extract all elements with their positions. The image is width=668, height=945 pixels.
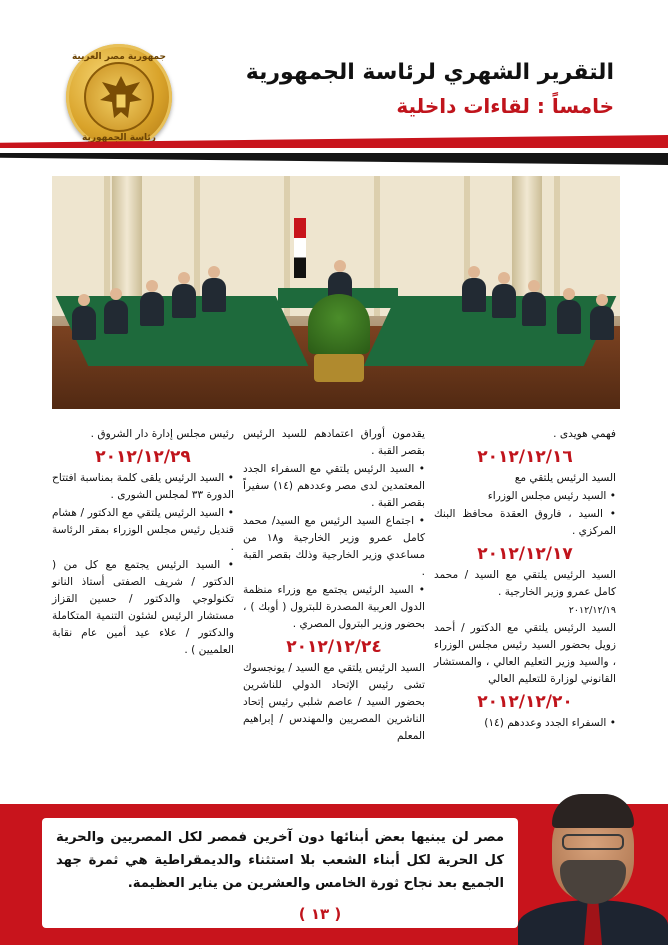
photo-person — [202, 278, 226, 312]
paragraph: السيد الرئيس يلتقي مع السيد / يونجسوك تشى رئيس الإتحاد الدولي للناشرين بحضور السيد / عاصم شلبي رئيس إتحاد الناشرين المصريين والمهندس / إبراهيم المعلم — [243, 662, 425, 742]
paragraph: • السيد الرئيس يلقى كلمة بمناسبة افتتاح الدورة ٣٣ لمجلس الشورى . — [52, 472, 234, 501]
photo-person — [522, 292, 546, 326]
egypt-flag-icon — [294, 218, 306, 278]
seal-text-top: جمهورية مصر العربية — [71, 52, 167, 62]
small-date: ٢٠١٢/١٢/١٩ — [568, 605, 616, 616]
date-heading: ٢٠١٢/١٢/٢٠ — [477, 692, 573, 712]
eagle-emblem-icon — [84, 62, 154, 132]
photo-person — [590, 306, 614, 340]
paragraph: السيد الرئيس يلتقي مع السيد / محمد كامل عمرو وزير الخارجية . — [434, 569, 616, 598]
portrait-beard — [560, 860, 626, 904]
photo-person — [140, 292, 164, 326]
photo-person — [557, 300, 581, 334]
portrait-hair — [552, 794, 634, 828]
paragraph: رئيس مجلس إدارة دار الشروق . — [90, 428, 234, 440]
portrait-glasses — [562, 834, 624, 850]
seal-text-bottom: رئاسة الجمهورية — [82, 133, 156, 143]
paragraph: السيد الرئيس يلتقي مع الدكتور / أحمد زويل بحضور السيد رئيس مجلس الوزراء ، والسيد وزير التعليم العالي ، والمستشار القانوني لوزارة للتعليم العالي — [434, 622, 616, 685]
photo-person — [72, 306, 96, 340]
presidency-seal — [66, 44, 172, 150]
text-column-left — [52, 426, 234, 660]
president-portrait — [518, 790, 668, 945]
date-heading: ٢٠١٢/١٢/١٦ — [477, 447, 573, 467]
paragraph: • السيد رئيس مجلس الوزراء — [487, 490, 616, 502]
paragraph: فهمي هويدى . — [553, 428, 616, 440]
quote-text: مصر لن يبنيها بعض أبنائها دون آخرين فمصر لكل المصريين والحرية كل الحرية لكل أبناء الشعب بلا استثناء والديمقراطية هي ثمرة جهد الجميع بعد نجاح ثورة الخامس والعشرين من يناير العظيمة. — [56, 830, 504, 891]
paragraph: • السيد الرئيس يلتقي مع الدكتور / هشام قنديل رئيس مجلس الوزراء بمقر الرئاسة . — [52, 507, 234, 553]
photo-person — [104, 300, 128, 334]
paragraph: • السيد الرئيس يلتقي مع السفراء الجدد المعتمدين لدى مصر وعددهم (١٤) سفيراً بقصر القبة . — [243, 463, 425, 509]
paragraph: • السيد ، فاروق العقدة محافظ البنك المركزي . — [434, 508, 616, 537]
date-heading: ٢٠١٢/١٢/١٧ — [477, 544, 573, 564]
paragraph: • السفراء الجدد وعددهم (١٤) — [484, 717, 616, 729]
paragraph: • السيد الرئيس يجتمع مع وزراء منظمة الدول العربية المصدرة للبترول ( أوبك ) ، بحضور وزير البترول المصري . — [243, 584, 425, 630]
photo-person — [462, 278, 486, 312]
photo-pot — [314, 354, 364, 382]
photo-person — [492, 284, 516, 318]
section-subtitle: خامساً : لقاءات داخلية — [396, 94, 614, 118]
paragraph: • اجتماع السيد الرئيس مع السيد/ محمد كامل عمرو وزير الخارجية و١٨ من مساعدي وزير الخارجية وذلك بقصر القبة . — [243, 515, 426, 578]
header-stripe-black — [0, 153, 668, 165]
paragraph: • السيد الرئيس يجتمع مع كل من ( الدكتور / شريف الصفتى أستاذ النانو تكنولوجي والدكتور / حسين القزاز مستشار الرئيس لشئون التنمية المتكاملة والدكتور / علاء عيد أمين عام نقابة العلميين ) . — [52, 559, 234, 656]
photo-plant — [308, 294, 370, 354]
page-number: ( ١٣ ) — [298, 905, 342, 923]
paragraph: يقدمون أوراق اعتمادهم للسيد الرئيس بقصر القبة . — [243, 428, 425, 457]
date-heading: ٢٠١٢/١٢/٢٩ — [95, 447, 191, 467]
text-column-middle — [243, 426, 425, 746]
page-title: التقرير الشهري لرئاسة الجمهورية — [245, 60, 614, 85]
meeting-photo — [52, 176, 620, 409]
paragraph: السيد الرئيس يلتقي مع — [514, 472, 616, 484]
text-column-right — [434, 426, 616, 733]
photo-person — [172, 284, 196, 318]
date-heading: ٢٠١٢/١٢/٢٤ — [286, 637, 382, 657]
